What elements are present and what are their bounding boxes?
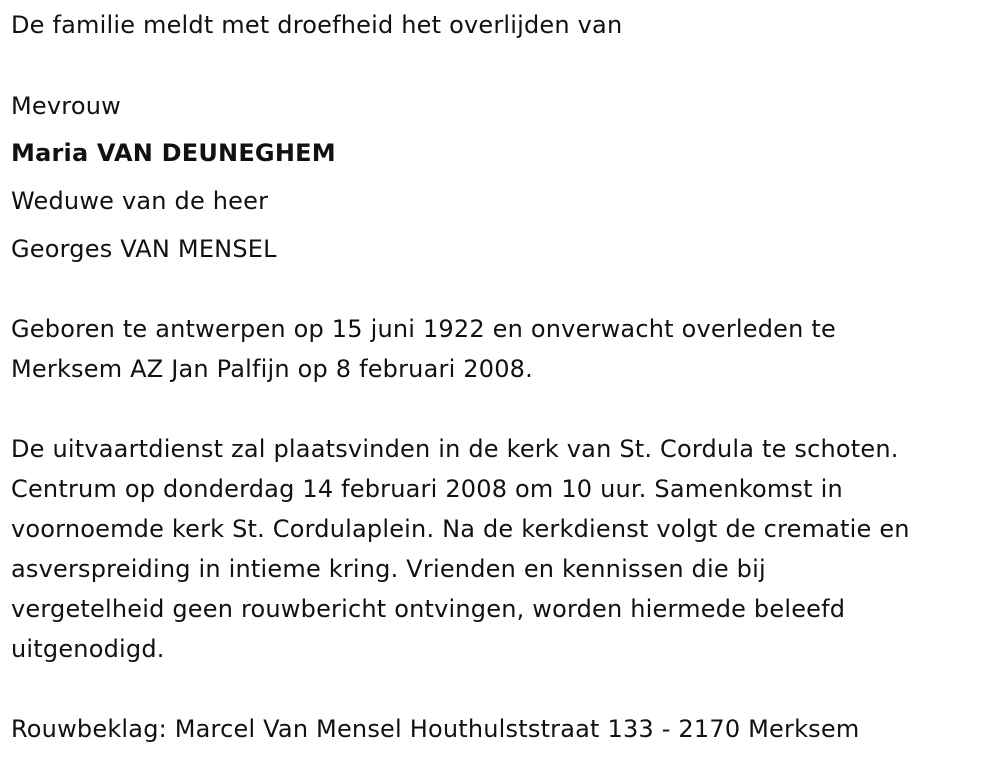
paragraph-line: uitgenodigd. <box>11 635 165 663</box>
paragraph-line: De uitvaartdienst zal plaatsvinden in de kerk van St. Cordula te schoten. <box>11 435 899 463</box>
service-paragraph <box>11 429 996 669</box>
paragraph-line: Centrum op donderdag 14 februari 2008 om 10 uur. Samenkomst in <box>11 475 843 503</box>
paragraph-line: Merksem AZ Jan Palfijn op 8 februari 2008. <box>11 355 533 383</box>
spouse-name: Georges VAN MENSEL <box>11 235 277 263</box>
deceased-title: Mevrouw <box>11 92 121 120</box>
condolences-address: Rouwbeklag: Marcel Van Mensel Houthulststraat 133 - 2170 Merksem <box>11 715 860 743</box>
intro-text: De familie meldt met droefheid het overlijden van <box>11 11 623 39</box>
paragraph-line: Geboren te antwerpen op 15 juni 1922 en onverwacht overleden te <box>11 315 836 343</box>
paragraph-line: asverspreiding in intieme kring. Vrienden en kennissen die bij <box>11 555 766 583</box>
deceased-relation: Weduwe van de heer <box>11 187 269 215</box>
paragraph-line: voornoemde kerk St. Cordulaplein. Na de kerkdienst volgt de crematie en <box>11 515 910 543</box>
deceased-name: Maria VAN DEUNEGHEM <box>11 139 336 167</box>
paragraph-line: vergetelheid geen rouwbericht ontvingen, worden hiermede beleefd <box>11 595 846 623</box>
birth-death-paragraph <box>11 309 996 389</box>
